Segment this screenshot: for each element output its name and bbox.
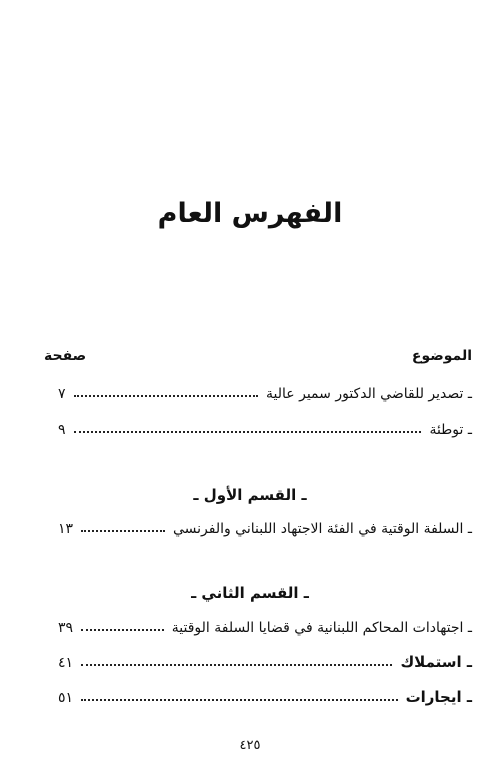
toc-entry-text: ـ تصدير للقاضي الدكتور سمير عالية [266, 386, 472, 402]
toc-entry-case-law [58, 612, 472, 636]
toc-entry-introduction [58, 414, 472, 438]
page-title: الفهرس العام [157, 198, 343, 229]
toc-entry-preface [58, 378, 472, 402]
toc-page-number: ٣٩ [58, 620, 74, 636]
section-heading-part-one: ـ القسم الأول ـ [193, 486, 307, 504]
toc-entry-expropriation [58, 647, 472, 671]
topic-column-header: الموضوع [411, 348, 472, 364]
toc-entry-text: ـ استملاك [400, 653, 472, 671]
toc-entry-text: ـ ايجارات [405, 688, 472, 706]
toc-entry-text: ـ توطئة [429, 422, 472, 438]
toc-entry-leases [58, 682, 472, 706]
toc-page-number: ٧ [58, 386, 66, 402]
toc-entry-text: ـ اجتهادات المحاكم اللبنانية في قضايا السلفة الوقتية [171, 620, 472, 636]
toc-page-number: ٤١ [58, 655, 74, 671]
page-column-header: صفحة [44, 348, 87, 364]
toc-entry-text: ـ السلفة الوقتية في الفئة الاجتهاد اللبناني والفرنسي [172, 521, 472, 537]
toc-page-number: ١٣ [58, 521, 74, 537]
page-number-footer: ٤٢٥ [239, 738, 261, 753]
dot-leader [81, 664, 392, 666]
dot-leader [74, 431, 422, 433]
toc-entry-part-one [58, 513, 472, 537]
dot-leader [81, 699, 398, 701]
dot-leader [74, 395, 259, 397]
toc-page-number: ٩ [58, 422, 66, 438]
toc-page-number: ٥١ [58, 690, 74, 706]
dot-leader [81, 629, 164, 631]
section-heading-part-two: ـ القسم الثاني ـ [191, 584, 309, 602]
dot-leader [81, 530, 165, 532]
